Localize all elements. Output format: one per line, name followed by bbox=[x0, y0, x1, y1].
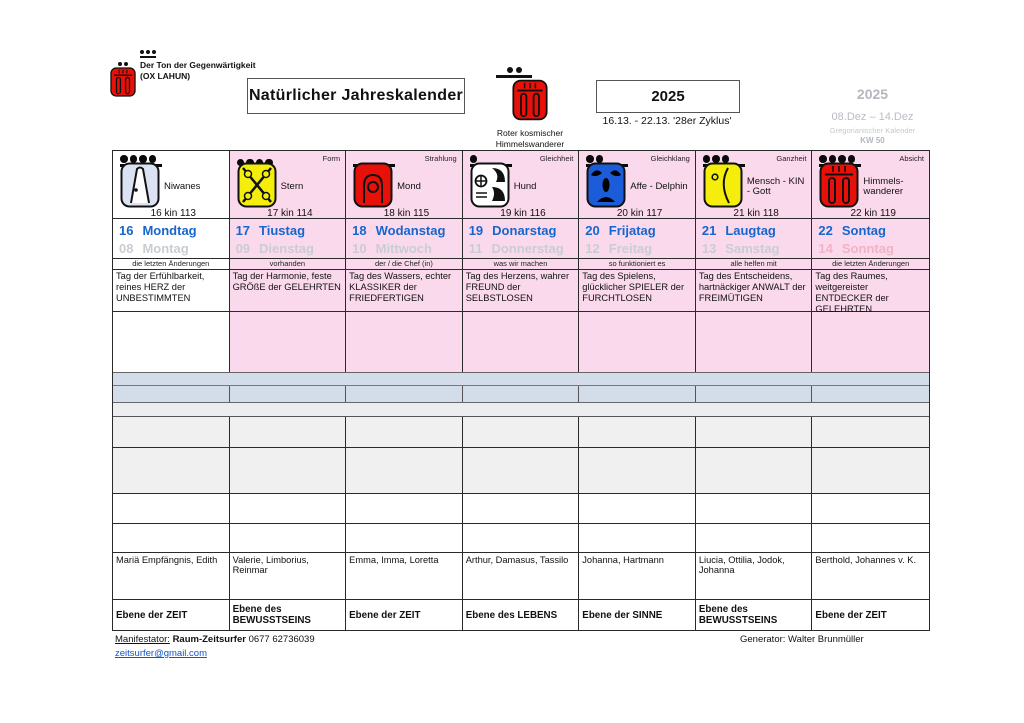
spacer-band-gray bbox=[113, 403, 929, 417]
seal-cell bbox=[463, 151, 579, 219]
quality-label: Gleichheit bbox=[539, 154, 574, 163]
day-column bbox=[463, 151, 580, 372]
spacer-cell bbox=[696, 386, 813, 402]
manifestator-label: Manifestator: bbox=[115, 634, 170, 645]
empty-cell bbox=[113, 312, 229, 372]
empty-cell bbox=[812, 417, 929, 448]
spacer-band-blue bbox=[113, 372, 929, 386]
gregorian-day: 13 Samstag bbox=[696, 241, 812, 259]
kin-number: 18 kin 115 bbox=[383, 208, 430, 219]
nameday-cell: Valerie, Limborius, Reinmar bbox=[230, 553, 347, 600]
gregorian-date-range: 08.Dez – 14.Dez bbox=[831, 111, 914, 123]
day-description: Tag des Entscheidens, hartnäckiger ANWALT der FREIMÜTIGEN bbox=[696, 270, 812, 312]
day-description: Tag des Spielens, glücklicher SPIELER der FURCHTLOSEN bbox=[579, 270, 695, 312]
seal-label: Hund bbox=[513, 181, 537, 193]
himmelswanderer-seal-icon bbox=[819, 162, 859, 213]
empty-cell bbox=[346, 448, 463, 494]
namedays-row bbox=[113, 553, 929, 600]
empty-cell bbox=[812, 312, 929, 372]
empty-cell bbox=[696, 524, 813, 553]
empty-cell bbox=[463, 417, 580, 448]
day-column bbox=[812, 151, 929, 372]
seal-label: Affe - Delphin bbox=[630, 181, 688, 193]
ebene-cell: Ebene der ZEIT bbox=[815, 609, 887, 621]
empty-cell bbox=[696, 312, 812, 372]
skywalker-seal-icon bbox=[512, 108, 548, 125]
week-seal-caption: Roter kosmischer Himmelswanderer bbox=[495, 128, 565, 150]
gregorian-day: 11 Donnerstag bbox=[463, 241, 579, 259]
empty-cell bbox=[230, 417, 347, 448]
gregorian-day: 14 Sonntag bbox=[812, 241, 929, 259]
day-column bbox=[346, 151, 463, 372]
day-motto: alle helfen mit bbox=[696, 259, 812, 270]
day-motto: die letzten Änderungen bbox=[812, 259, 929, 270]
empty-cell bbox=[113, 417, 230, 448]
day-description: Tag des Herzens, wahrer FREUND der SELBSTLOSEN bbox=[463, 270, 579, 312]
natural-day: 19 Donarstag bbox=[468, 222, 557, 238]
nameday-cell: Liucia, Ottilia, Jodok, Johanna bbox=[696, 553, 813, 600]
day-description: Tag des Raumes, weitgereister ENTDECKER der GELEHRTEN bbox=[812, 270, 929, 312]
logo-tone-dots-icon bbox=[117, 62, 129, 66]
ebene-cell: Ebene der ZEIT bbox=[346, 600, 463, 630]
empty-cell bbox=[696, 448, 813, 494]
day-description: Tag der Erfühlbarkeit, reines HERZ der UNBESTIMMTEN bbox=[113, 270, 229, 312]
empty-row bbox=[113, 494, 929, 524]
gregorian-day: 12 Freitag bbox=[579, 241, 695, 259]
empty-row bbox=[113, 417, 929, 448]
spacer-cell bbox=[812, 386, 929, 402]
empty-cell bbox=[579, 417, 696, 448]
week-seal-tone-icon bbox=[492, 66, 536, 79]
empty-cell bbox=[113, 524, 230, 553]
spacer-cell bbox=[113, 386, 230, 402]
empty-cell bbox=[463, 448, 580, 494]
empty-cell bbox=[812, 494, 929, 524]
logo-seal-icon bbox=[110, 62, 136, 102]
quality-label: Absicht bbox=[899, 154, 924, 163]
natural-day: 20 Frijatag bbox=[585, 222, 656, 238]
hund-seal-icon bbox=[470, 162, 510, 213]
natural-day: 21 Laugtag bbox=[701, 222, 776, 238]
day-description: Tag der Harmonie, feste GRÖßE der GELEHRTEN bbox=[230, 270, 346, 312]
empty-row bbox=[113, 524, 929, 553]
ebene-row bbox=[113, 600, 929, 630]
ebene-cell: Ebene des LEBENS bbox=[463, 600, 580, 630]
empty-cell bbox=[579, 524, 696, 553]
niwanes-seal-icon bbox=[120, 162, 160, 213]
day-motto: so funktioniert es bbox=[579, 259, 695, 270]
empty-cell bbox=[579, 494, 696, 524]
seal-cell bbox=[230, 151, 346, 219]
day-column bbox=[113, 151, 230, 372]
empty-cell bbox=[812, 448, 929, 494]
kin-number: 21 kin 118 bbox=[733, 208, 779, 219]
quality-label: Ganzheit bbox=[776, 154, 807, 163]
day-column bbox=[230, 151, 347, 372]
empty-cell bbox=[579, 448, 696, 494]
seal-label: Mond bbox=[397, 181, 421, 193]
empty-cell bbox=[579, 312, 695, 372]
spacer-cell bbox=[463, 386, 580, 402]
empty-cell bbox=[463, 494, 580, 524]
seal-label: Himmels- wanderer bbox=[863, 176, 904, 197]
seal-cell bbox=[346, 151, 462, 219]
day-columns bbox=[113, 151, 929, 372]
kin-number: 22 kin 119 bbox=[850, 208, 896, 219]
gregorian-calendar-label: Gregorianischer Kalender bbox=[829, 126, 916, 135]
nameday-cell: Emma, Imma, Loretta bbox=[346, 553, 463, 600]
manifestator-phone: 0677 62736039 bbox=[248, 634, 315, 645]
ebene-cell: Ebene der SINNE bbox=[579, 600, 696, 630]
kin-number: 20 kin 117 bbox=[616, 208, 663, 219]
gregorian-header bbox=[800, 86, 945, 145]
spacer-cell bbox=[230, 386, 347, 402]
empty-cell bbox=[463, 312, 579, 372]
ebene-cell: Ebene des BEWUSSTSEINS bbox=[230, 600, 347, 630]
quality-label: Form bbox=[322, 154, 341, 163]
affe-seal-icon bbox=[586, 162, 626, 213]
logo-text: Der Ton der Gegenwärtigkeit (OX LAHUN) bbox=[140, 60, 256, 81]
kin-number: 16 kin 113 bbox=[150, 208, 196, 219]
natural-day: 22 Sontag bbox=[818, 222, 886, 238]
ebene-cell: Ebene der ZEIT bbox=[113, 600, 230, 630]
email-link[interactable]: zeitsurfer@gmail.com bbox=[115, 648, 207, 659]
day-column bbox=[579, 151, 696, 372]
seal-label: Stern bbox=[280, 181, 304, 193]
generator-line: Generator: Walter Brunmüller bbox=[740, 634, 864, 645]
cycle-range: 16.13. - 22.13. '28er Zyklus' bbox=[602, 115, 732, 127]
gregorian-year: 2025 bbox=[856, 86, 889, 102]
day-column bbox=[696, 151, 813, 372]
day-motto: vorhanden bbox=[230, 259, 346, 270]
mensch-seal-icon bbox=[703, 162, 743, 213]
gregorian-day: 10 Mittwoch bbox=[346, 241, 462, 259]
day-motto: der / die Chef (in) bbox=[346, 259, 462, 270]
tone-13-icon bbox=[140, 50, 156, 58]
seal-cell bbox=[579, 151, 695, 219]
empty-cell bbox=[230, 312, 346, 372]
empty-cell bbox=[696, 417, 813, 448]
spacer-cell bbox=[346, 386, 463, 402]
empty-cell bbox=[346, 417, 463, 448]
year-box: 2025 bbox=[596, 80, 740, 113]
day-motto: was wir machen bbox=[463, 259, 579, 270]
natural-day: 17 Tiustag bbox=[235, 222, 306, 238]
nameday-cell: Berthold, Johannes v. K. bbox=[812, 553, 929, 600]
empty-row bbox=[113, 448, 929, 494]
empty-cell bbox=[113, 494, 230, 524]
empty-cell bbox=[230, 448, 347, 494]
calendar-week: KW 50 bbox=[860, 136, 885, 145]
kin-number: 19 kin 116 bbox=[500, 208, 546, 219]
nameday-cell: Johanna, Hartmann bbox=[579, 553, 696, 600]
seal-cell bbox=[696, 151, 812, 219]
nameday-cell: Mariä Empfängnis, Edith bbox=[113, 553, 230, 600]
empty-cell bbox=[346, 312, 462, 372]
manifestator-line bbox=[115, 634, 315, 645]
empty-cell bbox=[230, 494, 347, 524]
manifestator-name: Raum-Zeitsurfer bbox=[172, 634, 246, 645]
ebene-cell: Ebene des BEWUSSTSEINS bbox=[696, 600, 813, 630]
nameday-cell: Arthur, Damasus, Tassilo bbox=[463, 553, 580, 600]
seal-cell bbox=[113, 151, 229, 219]
seal-label: Niwanes bbox=[164, 181, 201, 193]
seal-label: Mensch - KIN - Gott bbox=[746, 176, 805, 197]
empty-cell bbox=[463, 524, 580, 553]
gregorian-day: 09 Dienstag bbox=[230, 241, 346, 259]
empty-cell bbox=[346, 524, 463, 553]
empty-cell bbox=[812, 524, 929, 553]
seal-cell bbox=[812, 151, 929, 219]
mond-seal-icon bbox=[353, 162, 393, 213]
empty-cell bbox=[113, 448, 230, 494]
empty-cell bbox=[346, 494, 463, 524]
stern-seal-icon bbox=[237, 162, 277, 213]
empty-cell bbox=[230, 524, 347, 553]
calendar-table bbox=[112, 150, 930, 631]
day-description: Tag des Wassers, echter KLASSIKER der FRIEDFERTIGEN bbox=[346, 270, 462, 312]
gregorian-day: 08 Montag bbox=[113, 241, 229, 259]
quality-label: Gleichklang bbox=[650, 154, 690, 163]
week-seal bbox=[492, 66, 568, 150]
kin-number: 17 kin 114 bbox=[267, 208, 313, 219]
spacer-cell bbox=[579, 386, 696, 402]
natural-day: 18 Wodanstag bbox=[352, 222, 446, 238]
natural-day: 16 Mondtag bbox=[119, 222, 197, 238]
page-title: Natürlicher Jahreskalender bbox=[247, 78, 465, 114]
spacer-row-blue bbox=[113, 386, 929, 403]
day-motto: die letzten Änderungen bbox=[113, 259, 229, 270]
quality-label: Strahlung bbox=[424, 154, 457, 163]
empty-cell bbox=[696, 494, 813, 524]
